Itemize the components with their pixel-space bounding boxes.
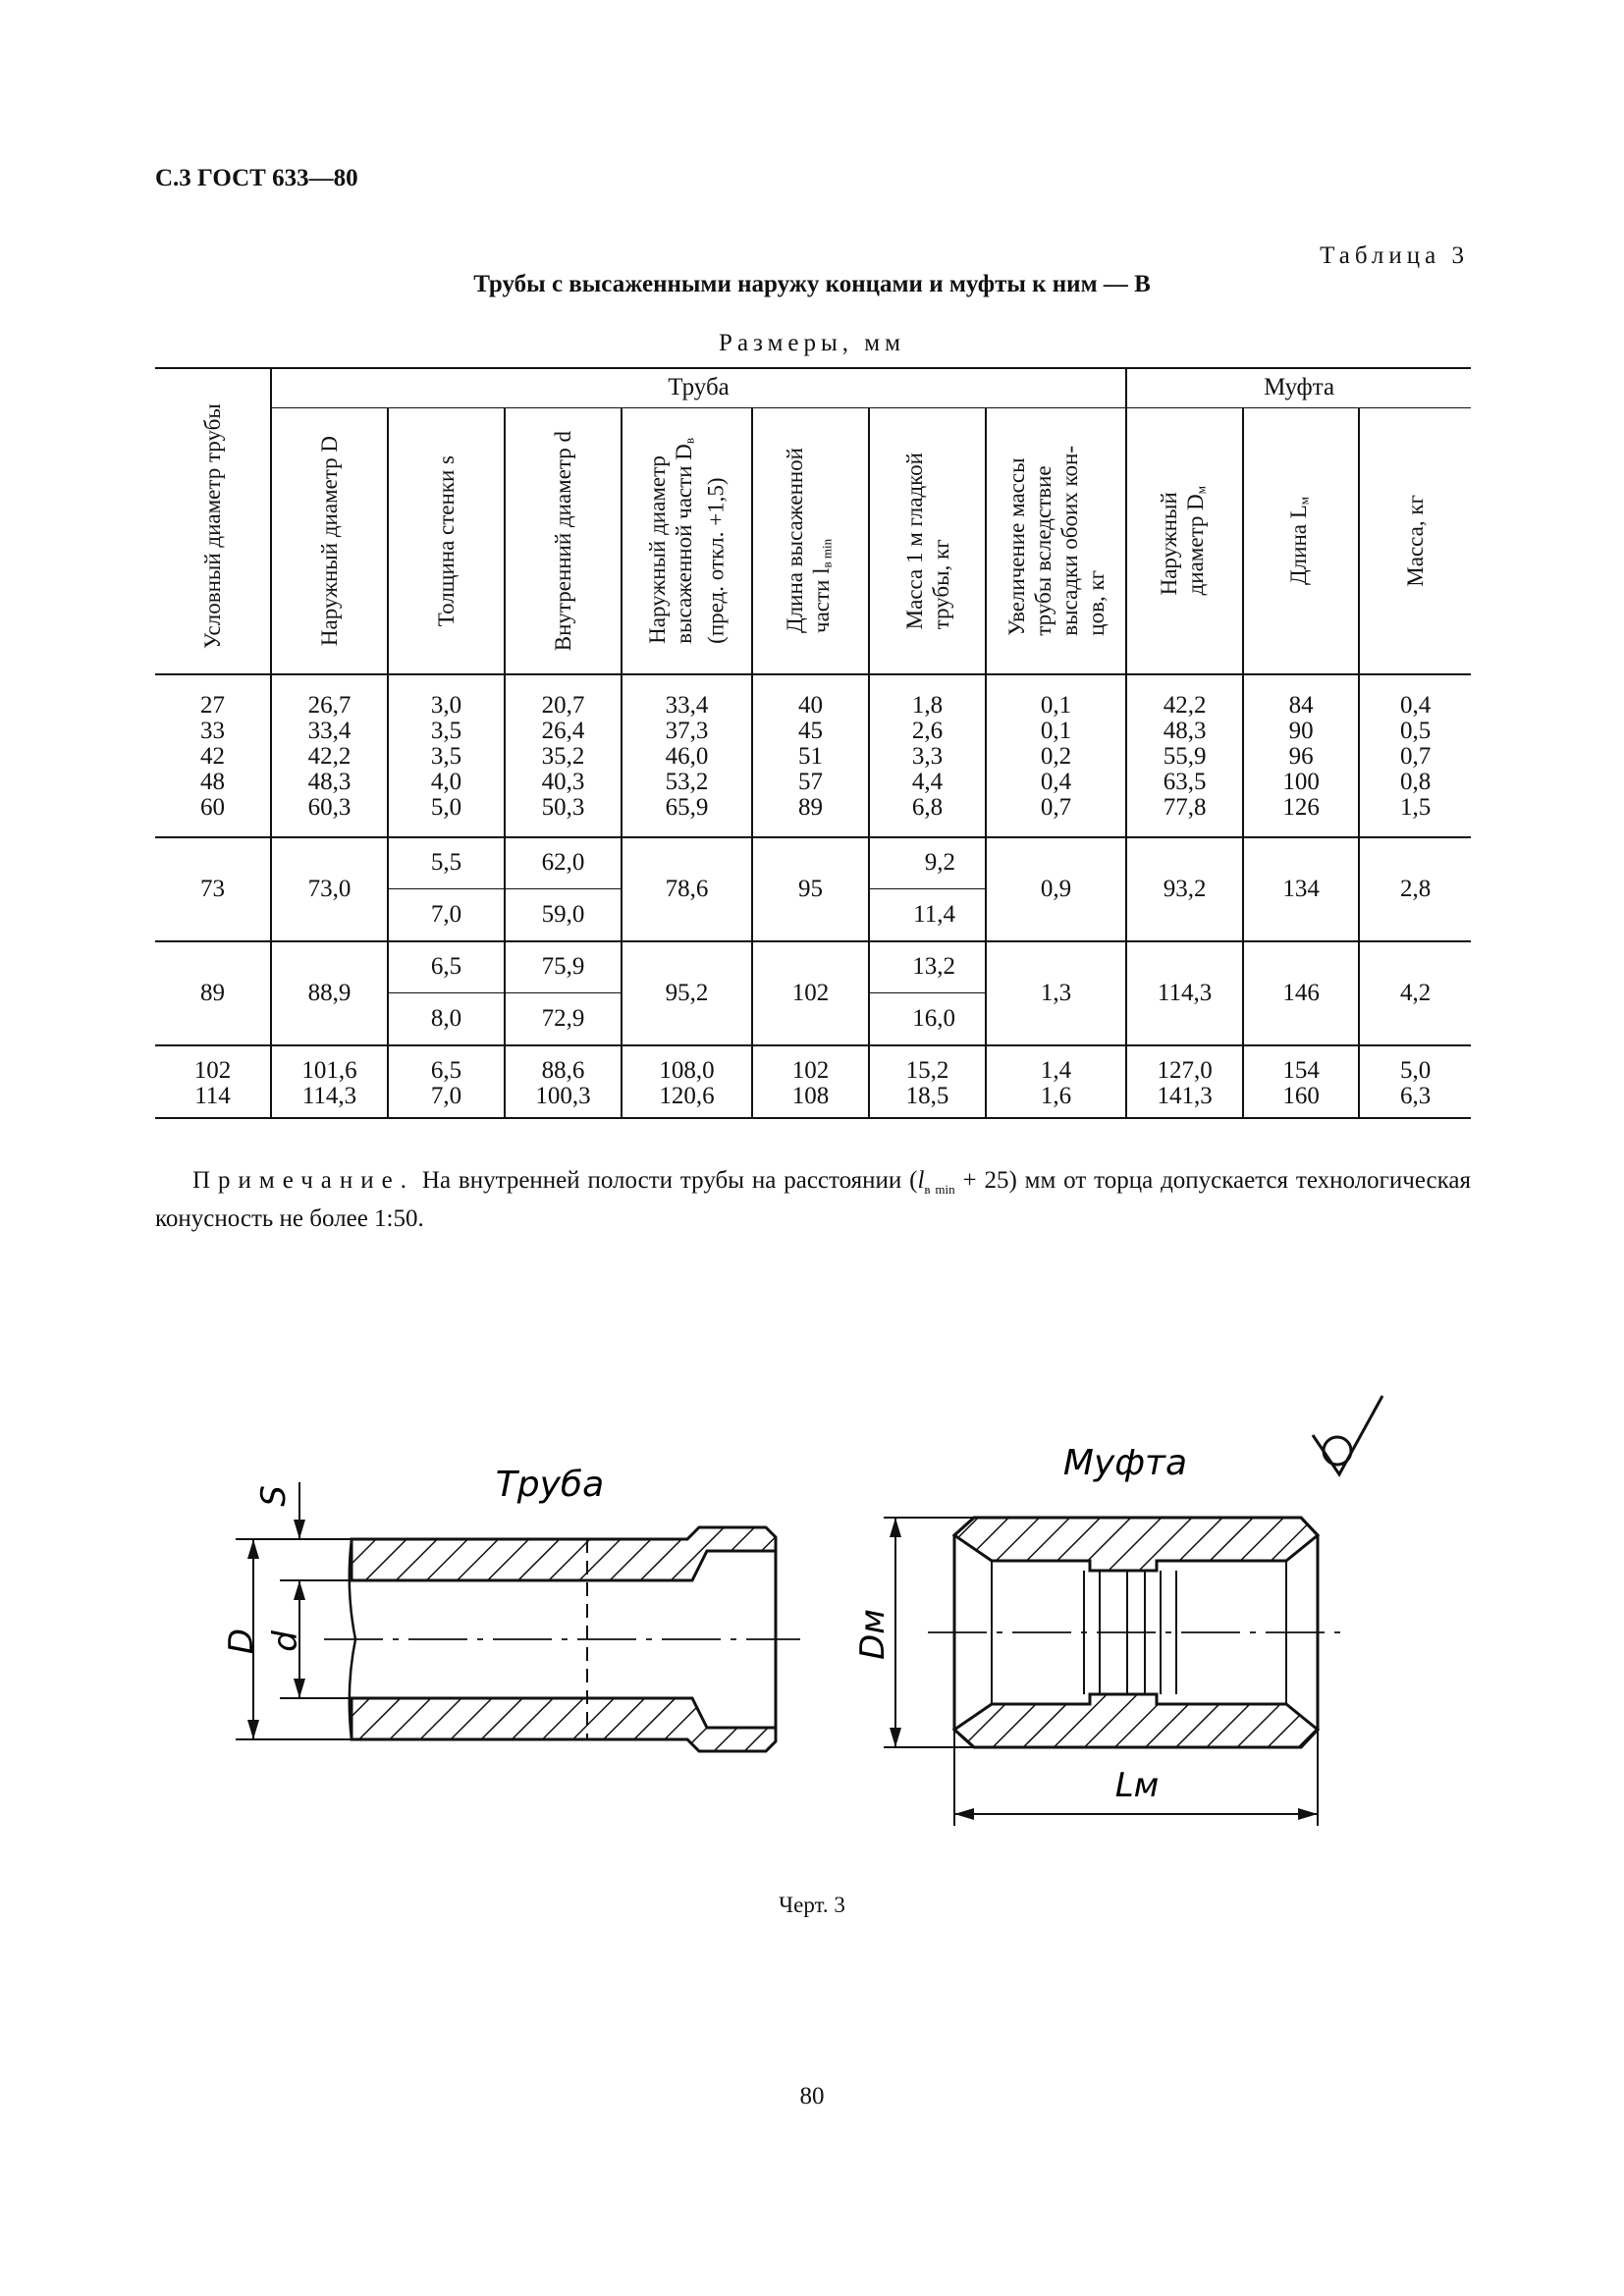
label-d: d <box>266 1630 305 1652</box>
cell-c-len: 134 <box>1243 837 1359 941</box>
cell-inner-d: 88,6 100,3 <box>505 1045 622 1118</box>
cell-mass: 9,2 <box>869 837 986 888</box>
cell-mass: 1,8 2,6 3,3 4,4 6,8 <box>869 674 986 837</box>
table-row-block-4 <box>155 1045 1471 1118</box>
cell-mass: 11,4 <box>869 888 986 941</box>
table-row-89a <box>155 941 1471 992</box>
cell-c-outer: 93,2 <box>1126 837 1243 941</box>
col-outer-d: Наружный диаметр D <box>271 407 388 674</box>
cell-c-len: 146 <box>1243 941 1359 1045</box>
cell-nominal: 102 114 <box>155 1045 271 1118</box>
cell-upset-len: 102 108 <box>752 1045 869 1118</box>
col-coupling-outer: Наружный диаметр $D_м$ <box>1126 407 1243 674</box>
cell-inner-d: 62,0 <box>505 837 622 888</box>
cell-c-outer: 114,3 <box>1126 941 1243 1045</box>
cell-mass-inc: 0,9 <box>986 837 1126 941</box>
note-l-symbol: l <box>917 1167 925 1194</box>
cell-inner-d: 20,7 26,4 35,2 40,3 50,3 <box>505 674 622 837</box>
drawing <box>0 1364 1624 1875</box>
cell-mass-inc: 0,1 0,1 0,2 0,4 0,7 <box>986 674 1126 837</box>
cell-c-len: 84 90 96 100 126 <box>1243 674 1359 837</box>
note-label: Примечание. <box>192 1167 415 1194</box>
page-number: 80 <box>799 2083 825 2109</box>
cell-mass: 15,2 18,5 <box>869 1045 986 1118</box>
cell-c-mass: 4,2 <box>1359 941 1471 1045</box>
cell-nominal: 27 33 42 48 60 <box>155 674 271 837</box>
cell-outer-d: 26,7 33,4 42,2 48,3 60,3 <box>271 674 388 837</box>
pipe-title: Труба <box>495 1465 605 1505</box>
pipe-drawing <box>236 1482 800 1751</box>
cell-c-len: 154 160 <box>1243 1045 1359 1118</box>
cell-c-mass: 2,8 <box>1359 837 1471 941</box>
cell-wall: 6,5 7,0 <box>388 1045 505 1118</box>
cell-c-mass: 0,4 0,5 0,7 0,8 1,5 <box>1359 674 1471 837</box>
cell-wall: 6,5 <box>388 941 505 992</box>
table-row-73a <box>155 837 1471 888</box>
cell-c-outer: 127,0 141,3 <box>1126 1045 1243 1118</box>
group-pipe: Труба <box>271 368 1126 407</box>
page-header: С.3 ГОСТ 633—80 <box>155 165 358 191</box>
cell-outer-d: 101,6 114,3 <box>271 1045 388 1118</box>
label-D: D <box>222 1628 261 1655</box>
table-title: Трубы с высаженными наружу концами и муфты к ним — В <box>473 271 1151 297</box>
col-mass: Масса 1 м гладкой трубы, кг <box>869 407 986 674</box>
cell-inner-d: 75,9 <box>505 941 622 992</box>
cell-wall: 8,0 <box>388 992 505 1045</box>
cell-c-outer: 42,2 48,3 55,9 63,5 77,8 <box>1126 674 1243 837</box>
cell-upset-d: 78,6 <box>622 837 752 941</box>
col-mass-increase: Увеличение массы трубы вследствие высадки обоих кон- цов, кг <box>986 407 1126 674</box>
cell-outer-d: 73,0 <box>271 837 388 941</box>
cell-wall: 3,0 3,5 3,5 4,0 5,0 <box>388 674 505 837</box>
note-text-1: На внутренней полости трубы на расстоянии ( <box>421 1167 918 1194</box>
label-Lm: Lм <box>1114 1766 1160 1805</box>
cell-upset-len: 95 <box>752 837 869 941</box>
cell-upset-d: 33,4 37,3 46,0 53,2 65,9 <box>622 674 752 837</box>
table-units: Размеры, мм <box>719 330 905 356</box>
cell-inner-d: 59,0 <box>505 888 622 941</box>
col-coupling-length: Длина $L_м$ <box>1243 407 1359 674</box>
dimensions-table <box>155 367 1471 1119</box>
col-upset-d: Наружный диаметр высаженной части $D_в$ (пред. откл. +1,5) <box>622 407 752 674</box>
cell-upset-len: 102 <box>752 941 869 1045</box>
table-row-block-1 <box>155 674 1471 837</box>
cell-mass: 16,0 <box>869 992 986 1045</box>
cell-upset-d: 108,0 120,6 <box>622 1045 752 1118</box>
col-inner-d: Внутренний диаметр d <box>505 407 622 674</box>
cell-nominal: 89 <box>155 941 271 1045</box>
table-number: Таблица 3 <box>1320 242 1469 269</box>
note-l-sub: в min <box>924 1182 955 1197</box>
cell-wall: 7,0 <box>388 888 505 941</box>
col-wall: Толщина стенки s <box>388 407 505 674</box>
cell-mass-inc: 1,3 <box>986 941 1126 1045</box>
col-coupling-mass: Масса, кг <box>1359 407 1471 674</box>
cell-mass: 13,2 <box>869 941 986 992</box>
col-nominal: Условный диаметр трубы <box>155 368 271 674</box>
cell-mass-inc: 1,4 1,6 <box>986 1045 1126 1118</box>
label-s: S <box>254 1485 294 1507</box>
label-Dm: Dм <box>853 1609 893 1660</box>
cell-inner-d: 72,9 <box>505 992 622 1045</box>
cell-c-mass: 5,0 6,3 <box>1359 1045 1471 1118</box>
cell-outer-d: 88,9 <box>271 941 388 1045</box>
group-coupling: Муфта <box>1126 368 1471 407</box>
cell-nominal: 73 <box>155 837 271 941</box>
cell-upset-d: 95,2 <box>622 941 752 1045</box>
cell-upset-len: 40 45 51 57 89 <box>752 674 869 837</box>
cell-wall: 5,5 <box>388 837 505 888</box>
coupling-title: Муфта <box>1062 1443 1188 1483</box>
surface-finish-symbol <box>1313 1396 1382 1474</box>
note-text-2: + 25) мм от торца допускается технологическая конусность не более 1:50. <box>155 1167 1472 1232</box>
figure-caption: Черт. 3 <box>779 1893 845 1917</box>
col-upset-len: Длина высаженной части $l_{в min}$ <box>752 407 869 674</box>
table-note <box>155 1166 1471 1234</box>
